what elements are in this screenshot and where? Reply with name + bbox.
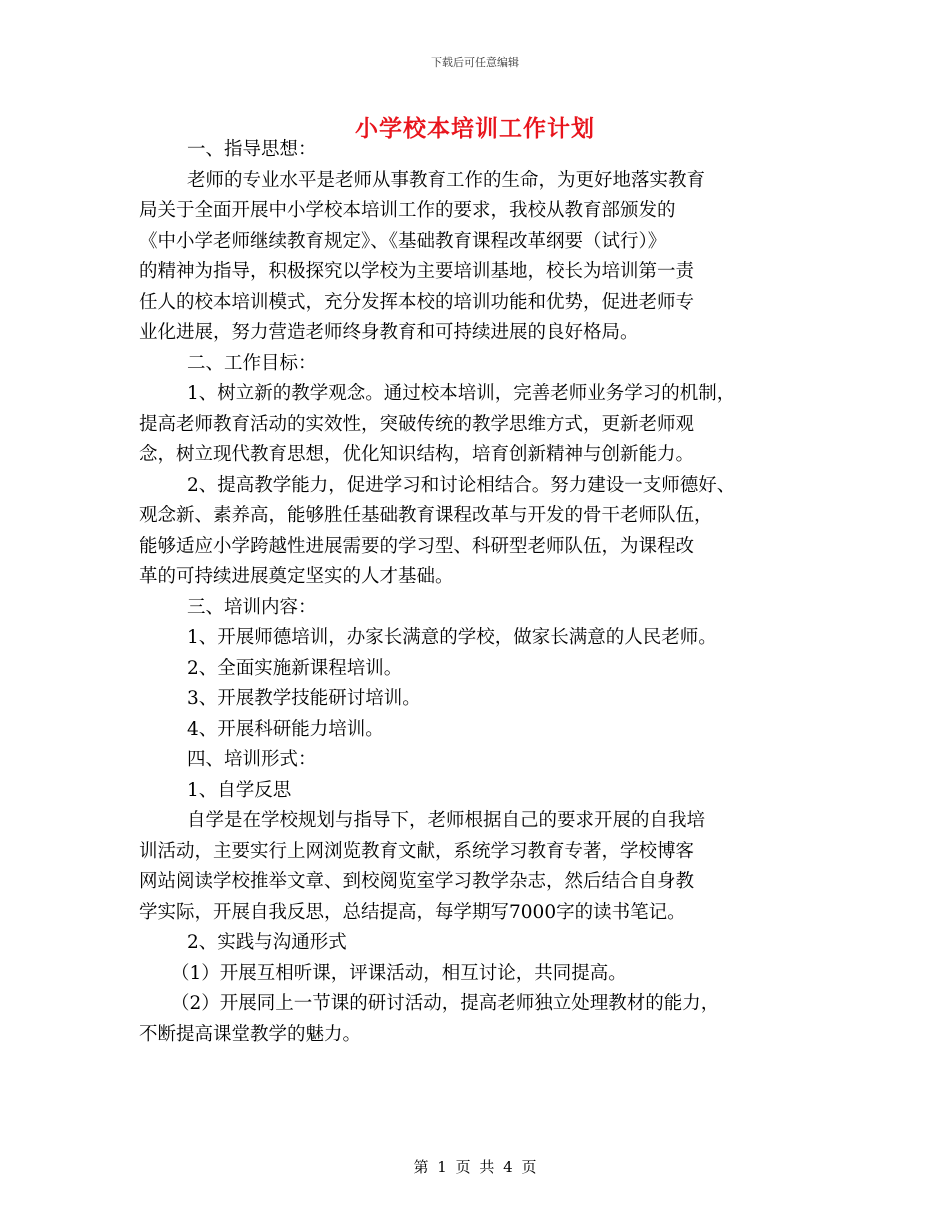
- text-line: 训活动，主要实行上网浏览教育文献，系统学习教育专著，学校博客: [139, 840, 695, 862]
- text-line: 二、工作目标：: [187, 352, 317, 374]
- header-note: 下载后可任意编辑: [431, 56, 519, 69]
- text-line: 2、实践与沟通形式: [187, 932, 347, 953]
- text-line: 2、全面实施新课程培训。: [187, 657, 403, 679]
- text-line: 革的可持续进展奠定坚实的人才基础。: [139, 566, 454, 587]
- text-line: 老师的专业水平是老师从事教育工作的生命，为更好地落实教育: [187, 169, 706, 191]
- text-line: 2、提高教学能力，促进学习和讨论相结合。努力建设一支师德好、: [187, 474, 736, 496]
- text-line: 三、培训内容：: [187, 596, 317, 618]
- text-line: 观念新、素养高，能够胜任基础教育课程改革与开发的骨干老师队伍，: [139, 505, 713, 526]
- document-body: [139, 135, 829, 1050]
- text-line: 网站阅读学校推举文章、到校阅览室学习教学杂志，然后结合自身教: [139, 871, 695, 892]
- text-line: 四、培训形式：: [187, 749, 317, 770]
- page-footer: 第 1 页 共 4 页: [413, 1158, 537, 1176]
- text-line: （2）开展同上一节课的研讨活动，提高老师独立处理教材的能力，: [171, 993, 720, 1014]
- text-line: 3、开展教学技能研讨培训。: [187, 688, 421, 709]
- text-line: 1、开展师德培训，办家长满意的学校，做家长满意的人民老师。: [187, 627, 717, 648]
- text-line: 4、开展科研能力培训。: [187, 718, 384, 740]
- text-line: 能够适应小学跨越性进展需要的学习型、科研型老师队伍，为课程改: [139, 535, 695, 557]
- text-line: 自学是在学校规划与指导下，老师根据自己的要求开展的自我培: [187, 810, 706, 831]
- text-line: 任人的校本培训模式，充分发挥本校的培训功能和优势，促进老师专: [139, 291, 695, 313]
- text-line: 业化进展，努力营造老师终身教育和可持续进展的良好格局。: [139, 322, 639, 343]
- text-line: （1）开展互相听课，评课活动，相互讨论，共同提高。: [171, 962, 627, 984]
- text-line: 局关于全面开展中小学校本培训工作的要求，我校从教育部颁发的: [139, 200, 676, 221]
- text-line: 学实际，开展自我反思，总结提高，每学期写7000字的读书笔记。: [139, 901, 686, 923]
- text-line: 一、指导思想：: [187, 139, 317, 160]
- text-line: 提高老师教育活动的实效性，突破传统的教学思维方式，更新老师观: [139, 413, 695, 435]
- text-line: 1、自学反思: [187, 779, 292, 801]
- text-line: 念，树立现代教育思想，优化知识结构，培育创新精神与创新能力。: [139, 444, 695, 465]
- text-line: 1、树立新的教学观念。通过校本培训，完善老师业务学习的机制，: [187, 383, 736, 404]
- text-line: 不断提高课堂教学的魅力。: [139, 1023, 362, 1045]
- text-line: 的精神为指导，积极探究以学校为主要培训基地，校长为培训第一责: [139, 261, 695, 282]
- text-line: 《中小学老师继续教育规定》、《基础教育课程改革纲要（试行）》: [139, 230, 667, 252]
- document-title: 小学校本培训工作计划: [355, 115, 595, 142]
